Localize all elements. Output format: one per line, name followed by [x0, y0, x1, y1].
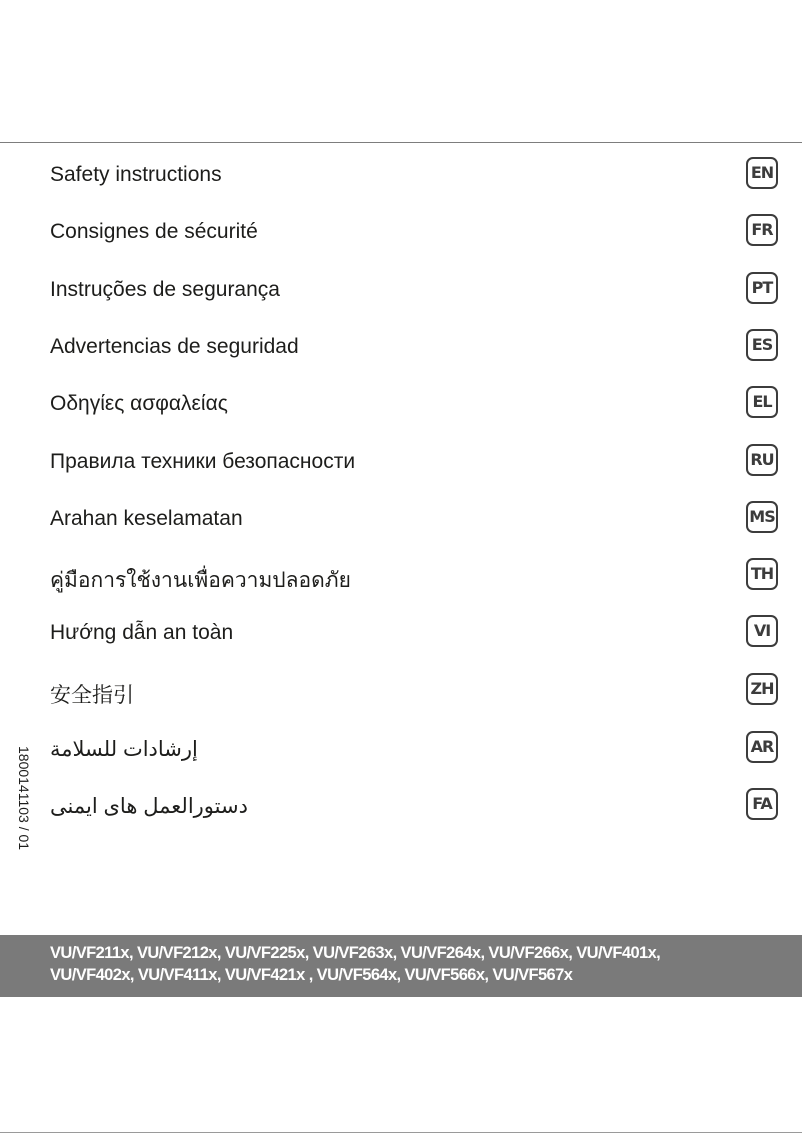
language-title: Instruções de segurança: [50, 278, 280, 301]
language-row-vi: [0, 613, 802, 653]
language-title: Advertencias de seguridad: [50, 335, 299, 358]
language-code-badge: FA: [746, 788, 778, 820]
language-code-badge: ZH: [746, 673, 778, 705]
language-title: Οδηγίες ασφαλείας: [50, 392, 228, 415]
language-title: คู่มือการใช้งานเพื่อความปลอดภัย: [50, 569, 351, 592]
language-row-th: [0, 556, 802, 596]
language-code-badge: MS: [746, 501, 778, 533]
language-row-fa: [0, 786, 802, 826]
language-code-badge: RU: [746, 444, 778, 476]
bottom-divider: [0, 1132, 802, 1133]
top-divider: [0, 142, 802, 143]
language-title: دستورالعمل های ایمنی: [50, 795, 248, 818]
language-title: 安全指引: [50, 684, 134, 707]
model-list-line-2: VU/VF402x, VU/VF411x, VU/VF421x , VU/VF564x, VU/VF566x, VU/VF567x: [50, 966, 573, 984]
language-code-badge: PT: [746, 272, 778, 304]
language-code-badge: FR: [746, 214, 778, 246]
language-code-badge: ES: [746, 329, 778, 361]
language-code-badge: TH: [746, 558, 778, 590]
language-row-zh: [0, 671, 802, 711]
language-row-pt: [0, 270, 802, 310]
language-code-badge: EN: [746, 157, 778, 189]
model-list-banner: [0, 935, 802, 997]
language-title: Hướng dẫn an toàn: [50, 621, 234, 644]
language-row-ru: [0, 442, 802, 482]
language-title: إرشادات للسلامة: [50, 738, 198, 761]
language-row-ar: [0, 729, 802, 769]
language-row-el: [0, 384, 802, 424]
language-row-es: [0, 327, 802, 367]
language-row-ms: [0, 499, 802, 539]
document-code-text: 1800141103 / 01: [16, 746, 32, 851]
language-title: Consignes de sécurité: [50, 220, 258, 243]
language-code-badge: EL: [746, 386, 778, 418]
language-title: Arahan keselamatan: [50, 507, 243, 530]
model-list-line-1: VU/VF211x, VU/VF212x, VU/VF225x, VU/VF263x, VU/VF264x, VU/VF266x, VU/VF401x,: [50, 944, 661, 962]
language-title: Safety instructions: [50, 163, 222, 186]
language-code-badge: AR: [746, 731, 778, 763]
language-title: Правила техники безопасности: [50, 450, 356, 473]
language-row-fr: [0, 212, 802, 252]
document-code: [0, 746, 32, 870]
language-code-badge: VI: [746, 615, 778, 647]
language-row-en: [0, 155, 802, 195]
